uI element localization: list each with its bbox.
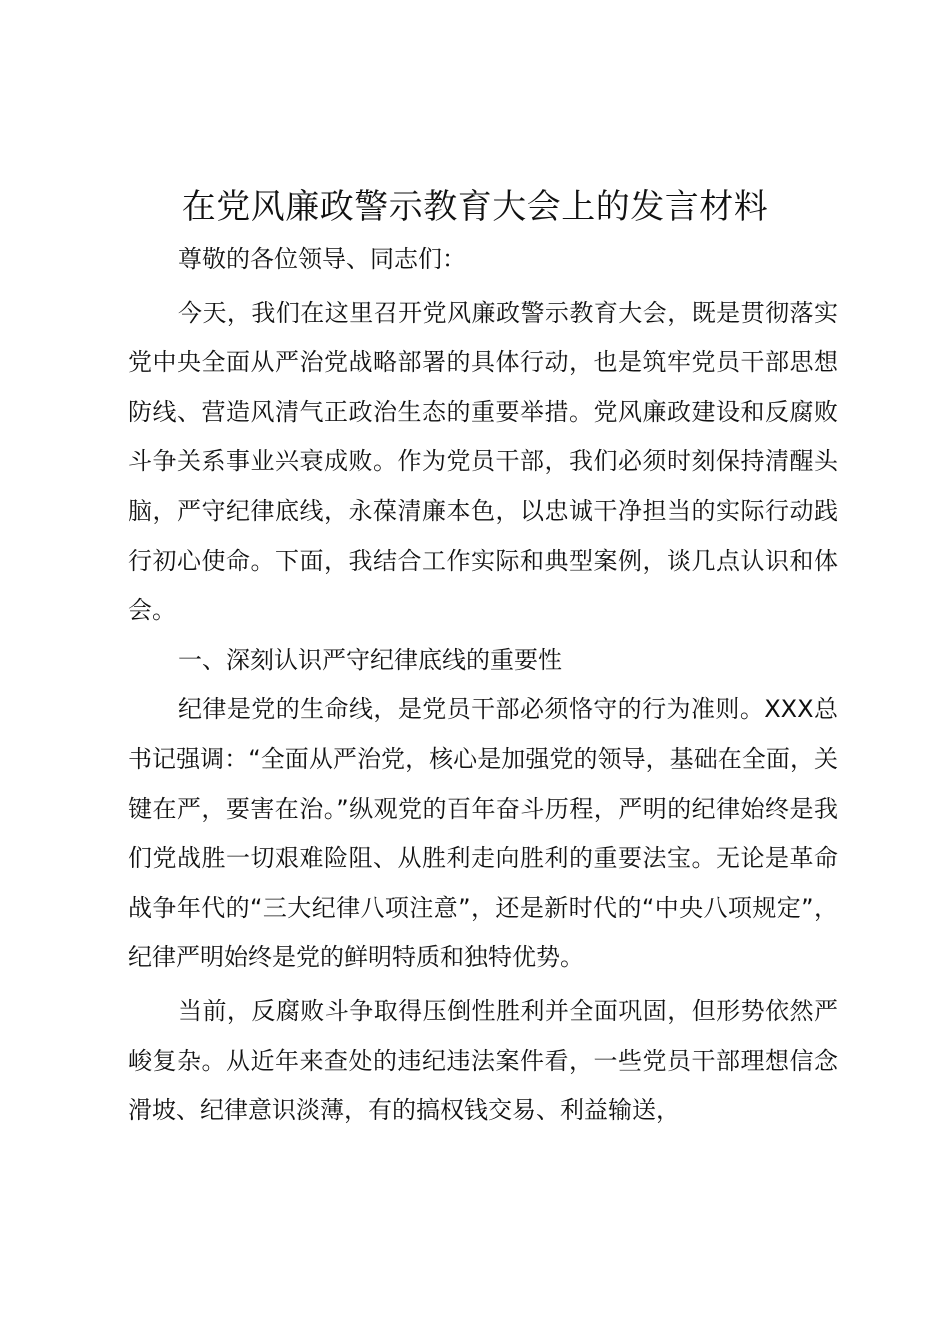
salutation: 尊敬的各位领导、同志们： (178, 245, 466, 273)
paragraph-intro: 今天，我们在这里召开党风廉政警示教育大会，既是贯彻落实党中央全面从严治党战略部署的具体行动，也是筑牢党员干部思想防线、营造风清气正政治生态的重要举措。党风廉政建设和反腐败斗争关系事业兴衰成败。作为党员干部，我们必须时刻保持清醒头脑，严守纪律底线，永葆清廉本色，以忠诚干净担当的实际行动践行初心使命。下面，我结合工作实际和典型案例，谈几点认识和体会。 (128, 298, 838, 625)
paragraph-discipline: 纪律是党的生命线，是党员干部必须恪守的行为准则。XXX总书记强调：“全面从严治党，核心是加强党的领导，基础在全面，关键在严，要害在治。”纵观党的百年奋斗历程，严明的纪律始终是我们党战胜一切艰难险阻、从胜利走向胜利的重要法宝。无论是革命战争年代的“三大纪律八项注意”，还是新时代的“中央八项规定”，纪律严明始终是党的鲜明特质和独特优势。 (128, 695, 838, 972)
paragraph-current-situation: 当前，反腐败斗争取得压倒性胜利并全面巩固，但形势依然严峻复杂。从近年来查处的违纪违法案件看，一些党员干部理想信念滑坡、纪律意识淡薄，有的搞权钱交易、利益输送， (128, 996, 838, 1125)
document-title: 在党风廉政警示教育大会上的发言材料 (181, 187, 769, 227)
document-body (128, 235, 838, 1136)
section-heading-1: 一、深刻认识严守纪律底线的重要性 (178, 645, 562, 674)
